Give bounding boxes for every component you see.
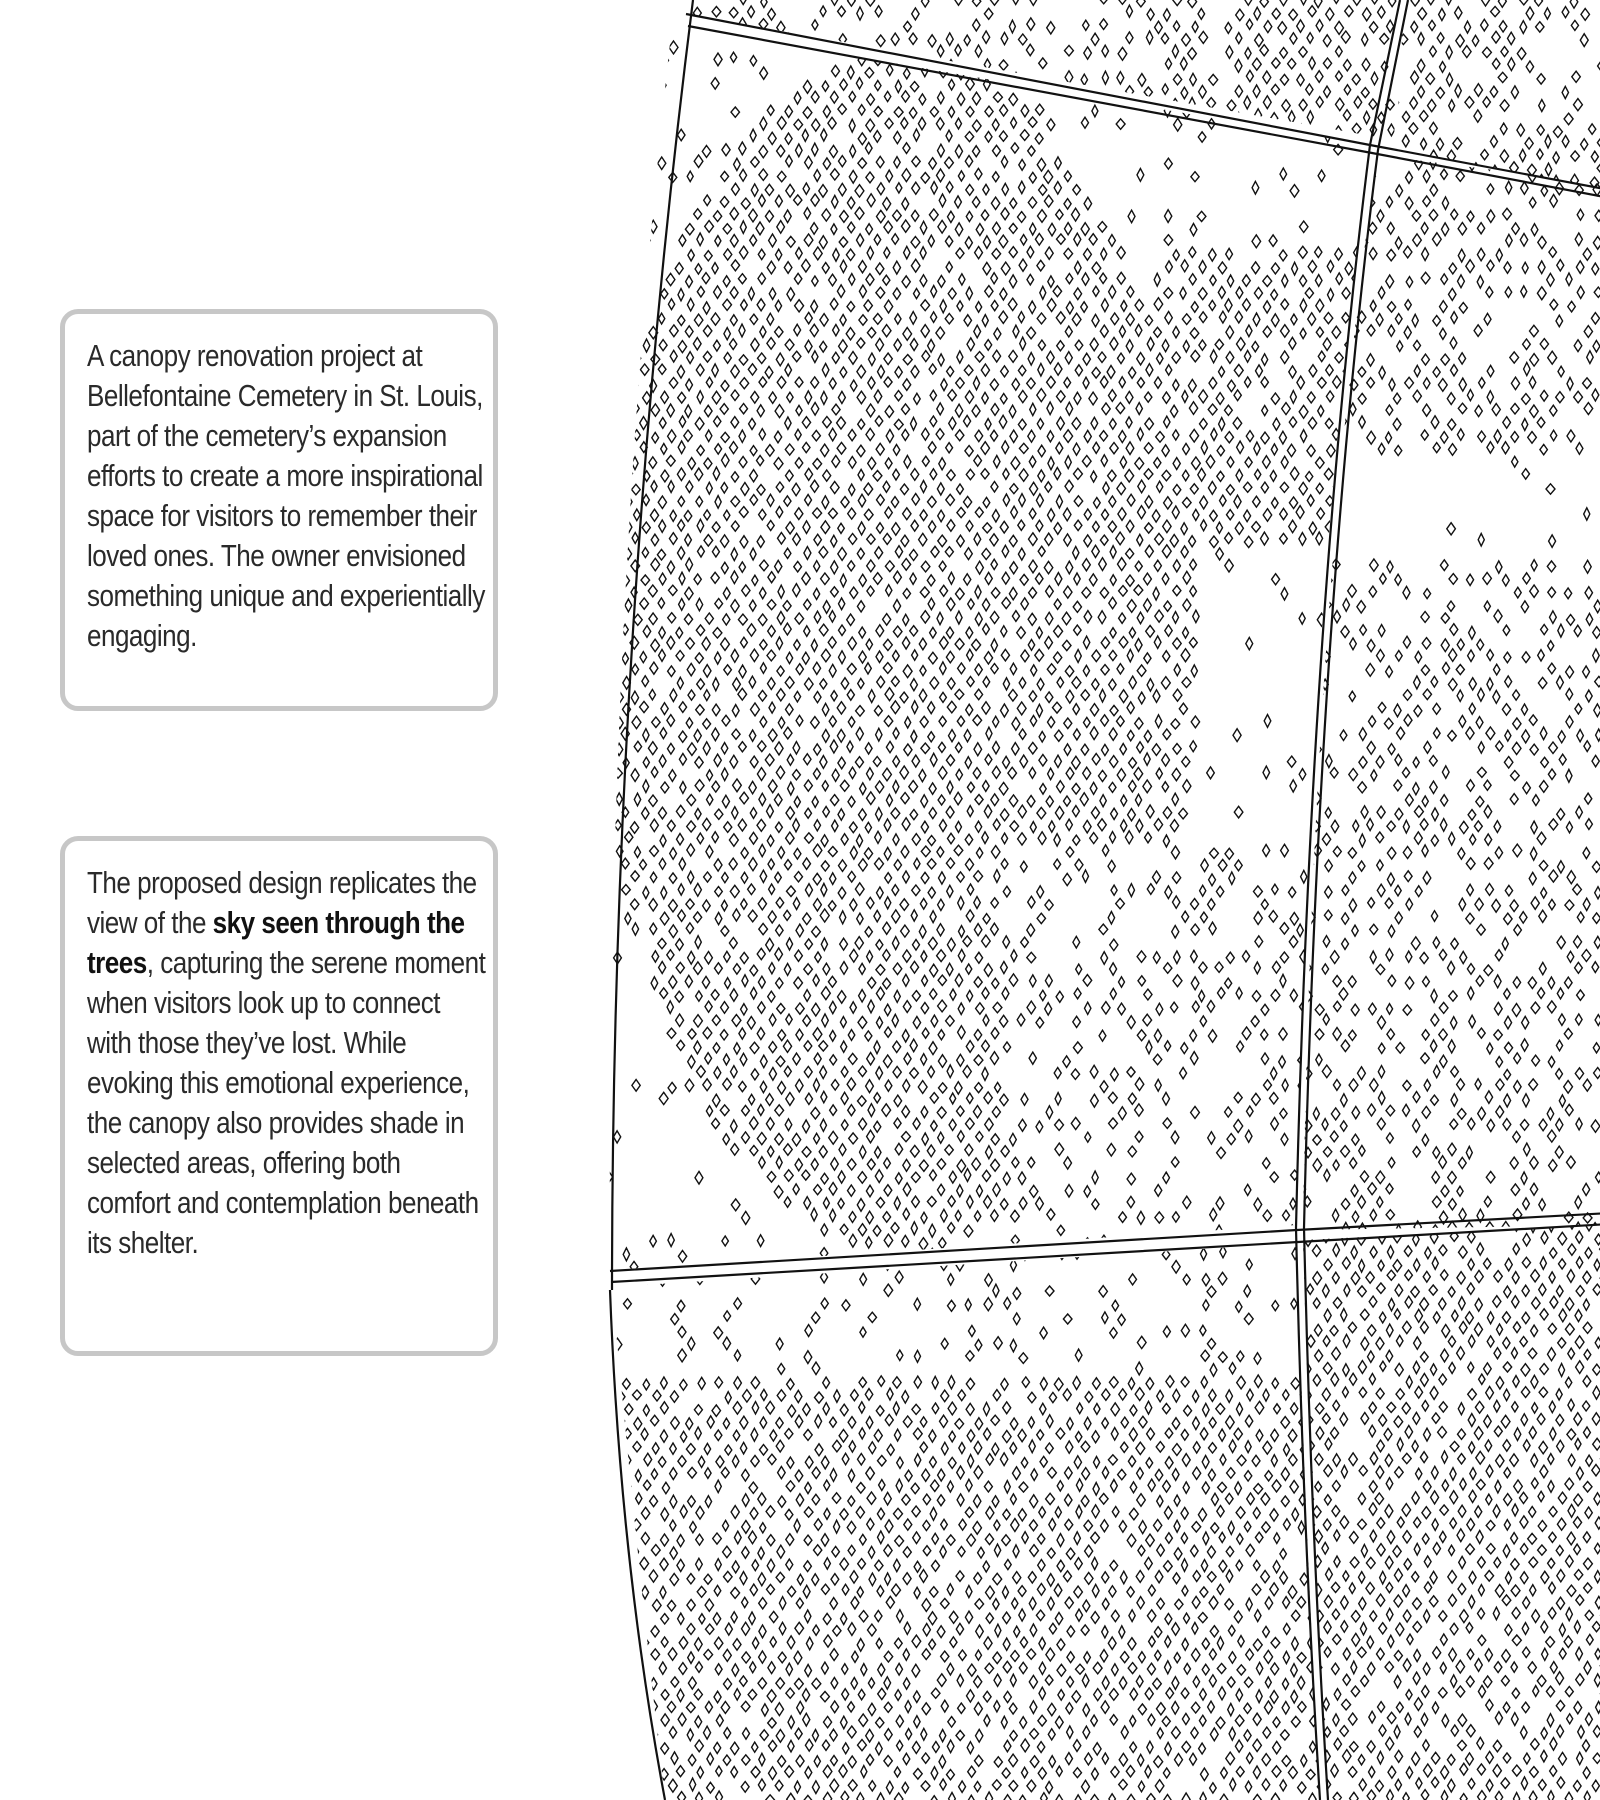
perforation-pattern xyxy=(594,0,1600,1800)
perforation-group xyxy=(1392,0,1600,188)
canopy-panel-drawing xyxy=(580,0,1600,1800)
design-concept-box xyxy=(60,836,498,1356)
perforation-group xyxy=(594,13,1380,1276)
perforation-group xyxy=(1295,1218,1600,1800)
perforation-holes xyxy=(1392,0,1600,188)
design-text-highlight: sky seen through the trees xyxy=(87,905,465,980)
perforation-holes xyxy=(1294,142,1600,1237)
perforation-holes xyxy=(686,0,1396,138)
perforation-holes xyxy=(605,1232,1328,1800)
design-text-rest: , capturing the serene moment when visitors look up to connect with those they’ve lost. While evoking this emotional experience, the canopy also provides shade in selected areas, offering both comfort and contemplation beneath its shelter. xyxy=(87,945,486,1260)
perforation-holes xyxy=(1295,1218,1600,1800)
perforation-holes xyxy=(594,13,1380,1276)
perforation-group xyxy=(605,1232,1328,1800)
project-description-box xyxy=(60,309,498,711)
perforation-group xyxy=(1294,142,1600,1237)
project-description-text: A canopy renovation project at Bellefontaine Cemetery in St. Louis, part of the cemetery’s expansion efforts to create a more inspirational space for visitors to remember their loved ones. The owner envisioned something unique and experientially engaging. xyxy=(87,338,485,653)
design-text-intro: The proposed design replicates the view of the xyxy=(87,865,477,940)
perforation-group xyxy=(686,0,1396,138)
design-concept-text xyxy=(87,863,490,1263)
